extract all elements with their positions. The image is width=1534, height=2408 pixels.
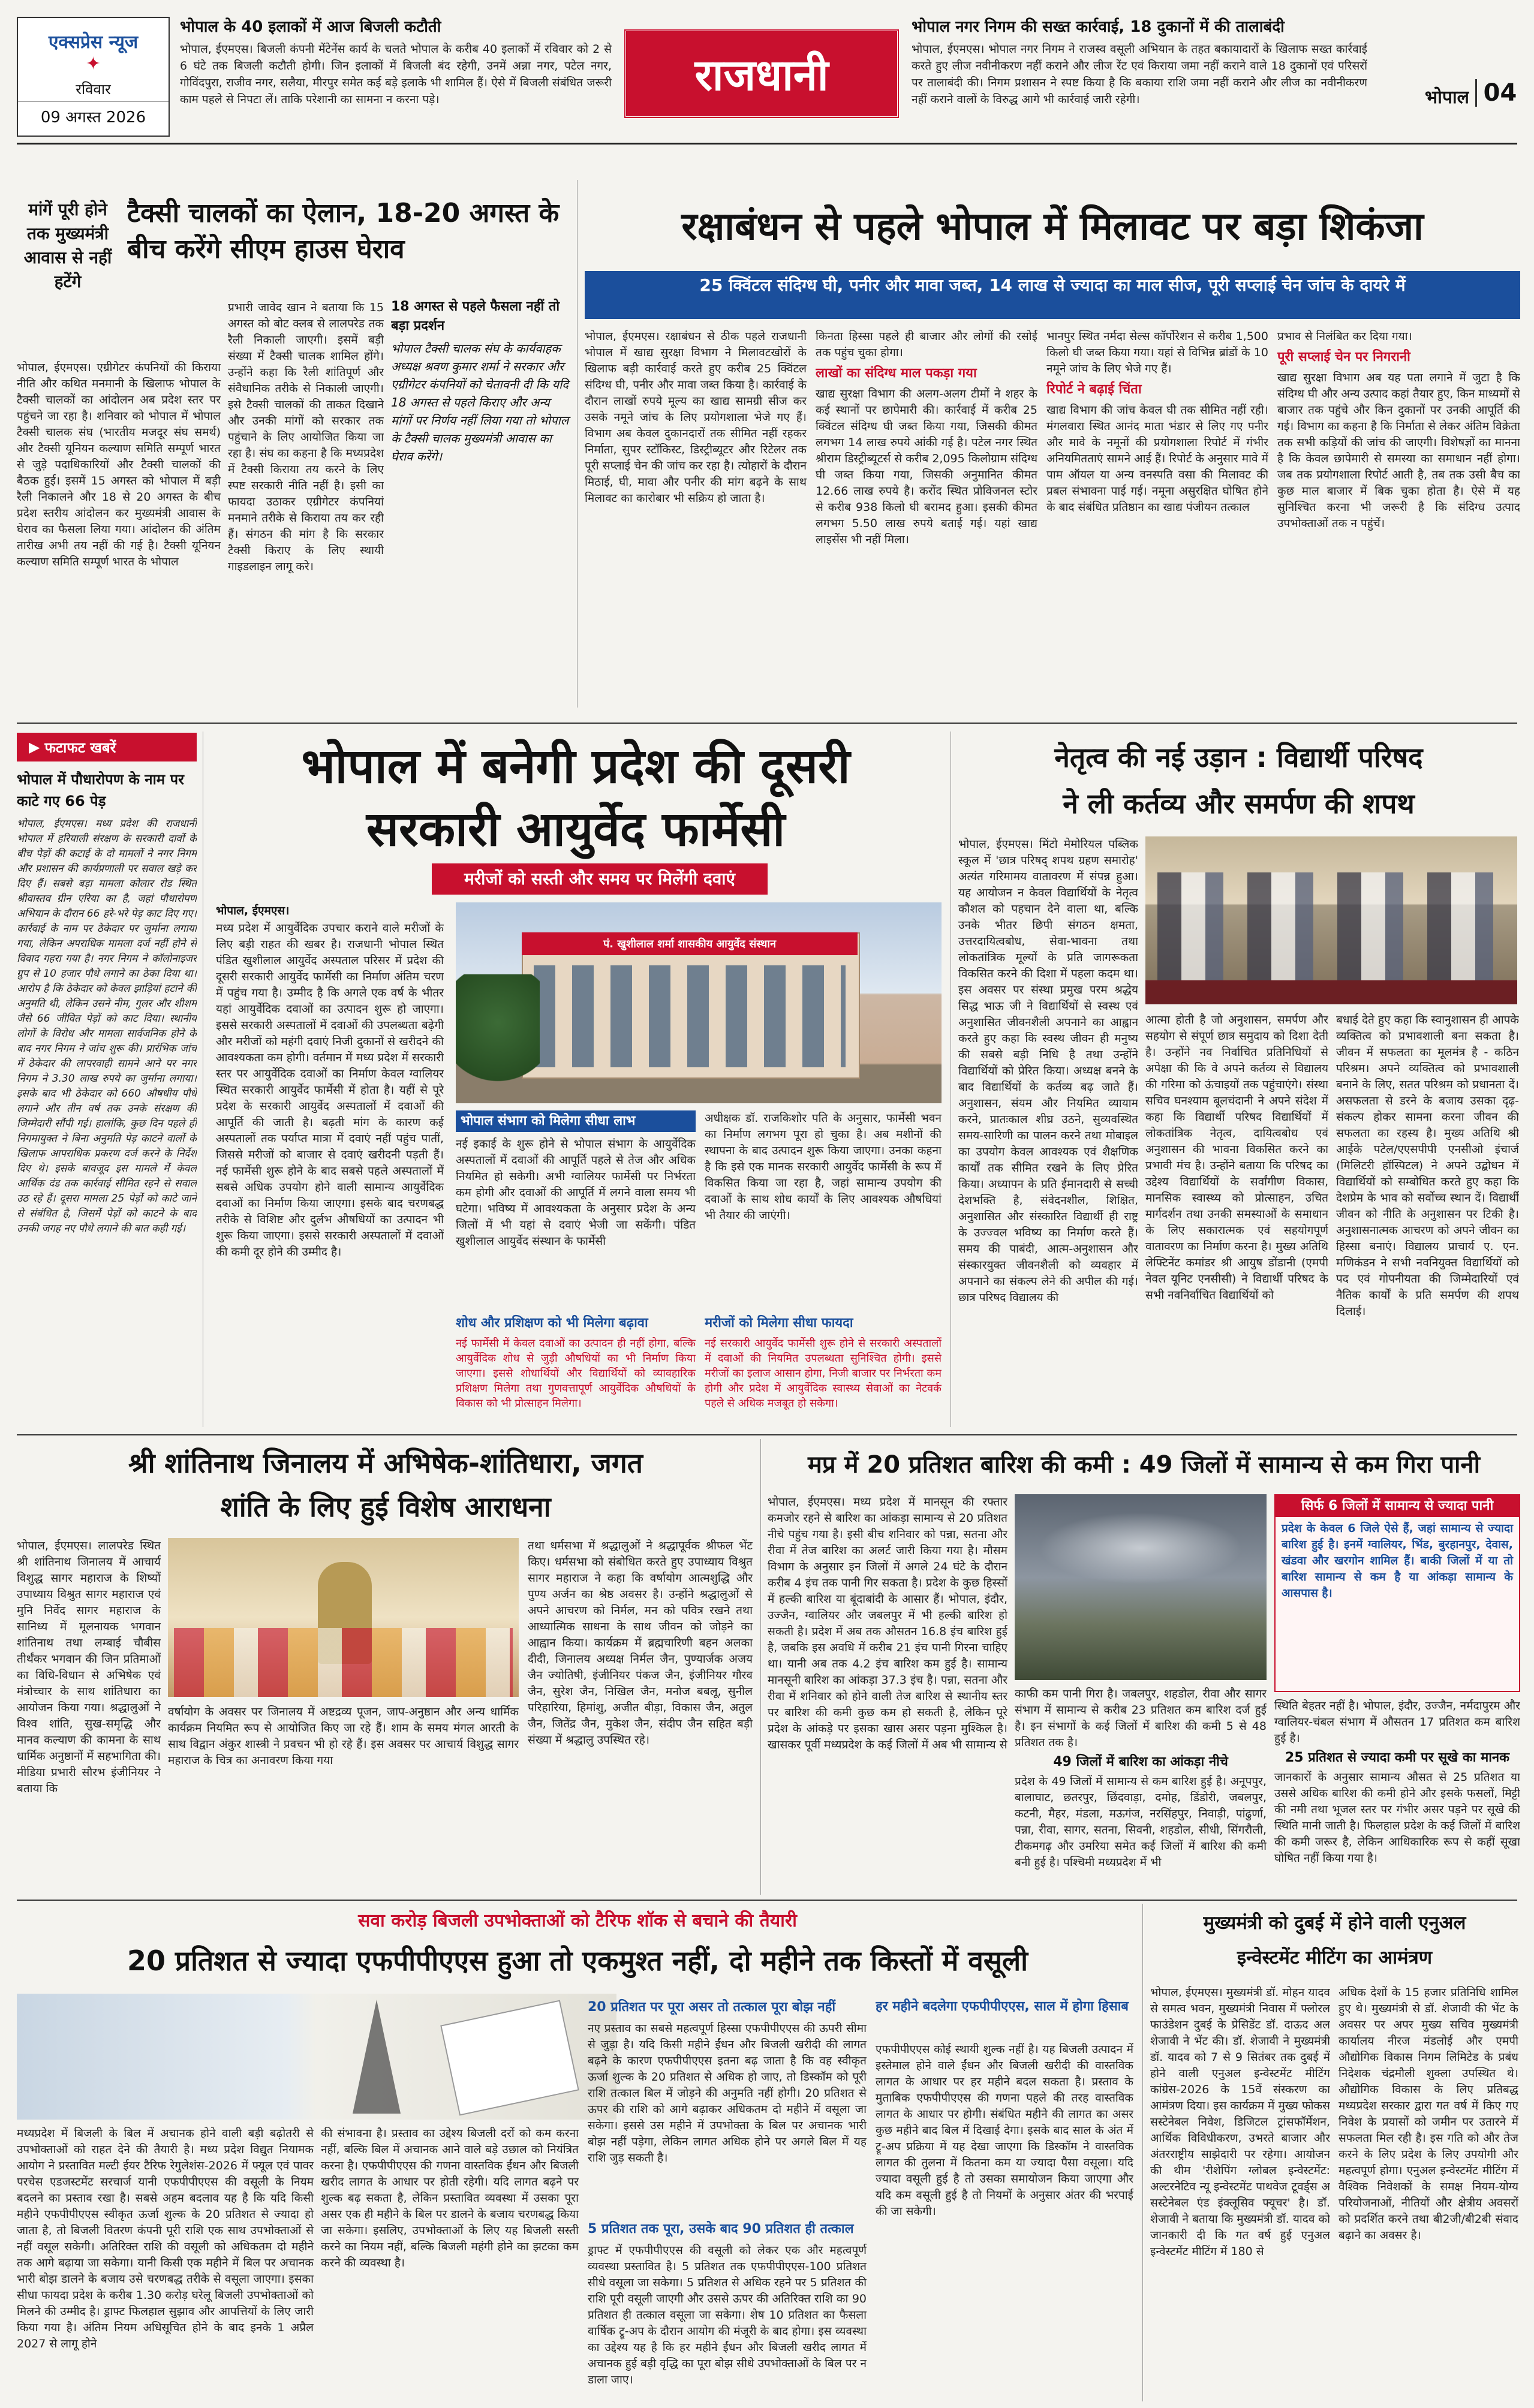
brief-news-headline: भोपाल में पौधारोपण के नाम पर काटे गए 66 पेड़	[17, 771, 184, 809]
cm-headline-line2: इन्वेस्टमेंट मीटिंग का आमंत्रण	[1237, 1947, 1433, 1968]
people-silhouettes	[1157, 872, 1505, 992]
ayurveda-col1: मध्य प्रदेश में आयुर्वेदिक उपचार कराने वाले मरीजों के लिए बड़ी राहत की खबर है। राजधानी भोपाल स्थित पंडित खुशीलाल आयुर्वेद अस्पताल परिसर में प्रदेश की दूसरी सरकारी आयुर्वेद फार्मेसी का निर्माण अंतिम चरण में पहुंच गया है। उम्मीद है कि अगले एक वर्ष के भीतर यहां आयुर्वेदिक दवाओं का उत्पादन शुरू हो जाएगा। इससे सरकारी अस्पतालों में दवाओं की उपलब्धता बढ़ेगी और मरीजों को महंगी दवाएं निजी दुकानों से खरीदने की आवश्यकता कम होगी। वर्तमान में मध्य प्रदेश में सरकारी स्तर पर आयुर्वेदिक दवाओं का निर्माण केवल ग्वालियर स्थित सरकारी आयुर्वेद फार्मेसी में होता है। यहीं से पूरे प्रदेश के सरकारी आयुर्वेद अस्पतालों में दवाओं की आपूर्ति की जाती है। बढ़ती मांग के कारण कई अस्पतालों तक पर्याप्त मात्रा में दवाएं नहीं पहुंच पातीं, जिससे मरीजों को बाजार से दवाएं खरीदनी पड़ती हैं। नई फार्मेसी शुरू होने के बाद सबसे पहले अस्पतालों में सबसे अधिक उपयोग होने वाली सामान्य आयुर्वेदिक दवाओं का निर्माण किया जाएगा। इसके बाद चरणबद्ध तरीके से विशिष्ट और दुर्लभ औषधियों का उत्पादन भी शुरू किया जाएगा। इससे सरकारी अस्पतालों में दवाओं की कमी दूर होने की उम्मीद है।	[216, 922, 444, 1259]
adulteration-col4-body: खाद्य सुरक्षा विभाग अब यह पता लगाने में जुटा है कि संदिग्ध घी और अन्य उत्पाद कहां तैयार हुए, किन माध्यमों से बाजार तक पहुंचे और किन दुकानों पर उनकी आपूर्ति की गई। विभाग का कहना है कि निर्माता से लेकर अंतिम विक्रेता तक सभी कड़ियों की जांच की जाएगी। विशेषज्ञों का मानना है कि केवल छापेमारी से समस्या का समाधान नहीं होगा। जब तक प्रयोगशाला रिपोर्ट आती है, तब तक उसी बैच का कुछ माल बाजार में बिक चुका होता है। ऐसे में यह सुनिश्चित करना भी जरूरी है कि संदिग्ध उत्पाद उपभोक्ताओं तक न पहुंचें।	[1277, 371, 1520, 530]
rain-col3-lead: स्थिति बेहतर नहीं है। भोपाल, इंदौर, उज्जैन, नर्मदापुरम और ग्वालियर-चंबल संभाग में औसतन 17 प्रतिशत कम बारिश हुई है।	[1274, 1699, 1520, 1745]
col-divider	[1142, 1904, 1143, 2401]
ayurveda-dateline: भोपाल, ईएमएस।	[216, 904, 290, 917]
adulteration-col3-sub: रिपोर्ट ने बढ़ाई चिंता	[1046, 382, 1142, 397]
adulteration-col1: भोपाल, ईएमएस। रक्षाबंधन से ठीक पहले राजधानी भोपाल में खाद्य सुरक्षा विभाग ने मिलावटखोरों के खिलाफ बड़ी कार्रवाई करते हुए करीब 25 क्विंटल संदिग्ध घी, पनीर और मावा जब्त किया है। कार्रवाई के दौरान लाखों रुपये मूल्य का खाद्य सामग्री सीज कर उसके नमूने जांच के लिए प्रयोगशाला भेजे गए हैं। विभाग अब केवल दुकानदारों तक सीमित नहीं रहकर निर्माता, सुपर स्टॉकिस्ट, डिस्ट्रीब्यूटर और रिटेलर तक पूरी सप्लाई चेन की जांच कर रहा है। त्योहारों के दौरान मिठाई, घी, मावा और पनीर की मांग बढ़ने के साथ मिलावट का कारोबार भी सक्रिय हो जाता है।	[585, 330, 807, 505]
brief-news-body: भोपाल, ईएमएस। मध्य प्रदेश की राजधानी भोपाल में हरियाली संरक्षण के सरकारी दावों के बीच पेड़ों की कटाई के दो मामलों ने नगर निगम और प्रशासन की कार्यप्रणाली पर सवाल खड़े कर दिए हैं। सबसे बड़ा मामला कोलार रोड स्थित श्रीवास्तव ग्रीन एरिया का है, जहां पौधारोपण अभियान के दौरान 66 हरे-भरे पेड़ काट दिए गए। कार्रवाई के नाम पर ठेकेदार पर जुर्माना लगाया गया, लेकिन अपराधिक मामला दर्ज नहीं होने से विवाद गहरा गया है। नगर निगम ने कॉलोनाइजर ग्रुप से 10 हजार पौधे लगाने का ठेका दिया था। आरोप है कि ठेकेदार को केवल झाड़ियां हटाने की अनुमति थी, लेकिन उसने नीम, गुलर और शीशम जैसे 66 जीवित पेड़ों को काट दिया। स्थानीय लोगों के विरोध और मामला सार्वजनिक होने के बाद नगर निगम ने जांच शुरू की। प्रारंभिक जांच में ठेकेदार की लापरवाही सामने आने पर नगर निगम ने 3.30 लाख रुपये का जुर्माना लगाया। इसके बाद भी ठेकेदार को 660 औषधीय पौधे लगाने और तीन वर्ष तक उनके संरक्षण की जिम्मेदारी सौंपी गई। हालांकि, कुछ दिन पहले ही निगमायुक्त ने बिना अनुमति पेड़ काटने वालों के खिलाफ आपराधिक प्रकरण दर्ज करने के निर्देश दिए थे। इसके बावजूद इस मामले में केवल आर्थिक दंड तक कार्रवाई सीमित रहने से सवाल उठ रहे हैं। दूसरा मामला 25 पेड़ों को काटे जाने से संबंधित है, जिसमें पेड़ों को काटने के बाद उनकी जगह नए पौधे लगाने की बात कही गई।	[17, 818, 197, 1235]
adulteration-col2-lead: किनता हिस्सा पहले ही बाजार और लोगों की रसोई तक पहुंच चुका होगा।	[816, 330, 1037, 359]
abvp-col1: भोपाल, ईएमएस। मिंटो मेमोरियल पब्लिक स्कूल में 'छात्र परिषद् शपथ ग्रहण समारोह' अत्यंत गरिमामय वातावरण में संपन्न हुआ। यह आयोजन न केवल विद्यार्थियों के नेतृत्व कौशल को पहचान देने वाला था, बल्कि उनके भीतर छिपी संगठन क्षमता, उत्तरदायित्वबोध, सेवा-भावना तथा लोकतांत्रिक मूल्यों के प्रति जागरूकता विकसित करने की दिशा में पहला कदम था। इस अवसर पर संस्था प्रमुख परम श्रद्धेय सिद्ध भाऊ जी ने विद्यार्थियों से स्वस्थ एवं अनुशासित जीवनशैली अपनाने का आह्वान करते हुए कहा कि स्वस्थ जीवन ही मनुष्य की सबसे बड़ी निधि है तथा उन्होंने विद्यार्थियों को प्रेरित किया। अध्यक्ष बनने के बाद विद्यार्थियों के कर्तव्य बढ़ जाते हैं। अनुशासन, संयम और नियमित व्यायाम करने, प्रातःकाल शीघ्र उठने, सुव्यवस्थित समय-सारिणी का पालन करने तथा मोबाइल का उपयोग केवल आवश्यक एवं शैक्षणिक कार्यों तक सीमित रखने के लिए प्रेरित किया। अध्यापन के प्रति ईमानदारी से सच्ची देशभक्ति है, संवेदनशील, शिक्षित, अनुशासित और संस्कारित विद्यार्थी ही राष्ट्र के उज्ज्वल भविष्य का निर्माण करते हैं। समय की पाबंदी, आत्म-अनुशासन और संस्कारयुक्त जीवनशैली को व्यवहार में अपनाने का संकल्प लेने की अपील की गई। छात्र परिषद विद्यालय की	[958, 838, 1138, 1304]
brand-name: एक्सप्रेस न्यूज	[48, 32, 139, 53]
jain-ritual-photo	[168, 1538, 519, 1697]
top-left-body: भोपाल, ईएमएस। बिजली कंपनी मेंटेनेंस कार्य के चलते भोपाल के करीब 40 इलाकों में रविवार को 2 से 6 घंटे तक बिजली कटौती होगी। जिन इलाकों में बिजली बंद रहेगी, उनमें अन्ना नगर, पटेल नगर, गोविंदपुरा, राजीव नगर, सलैया, मीरपुर समेत कई बड़े इलाके भी शामिल हैं। ऐसे में बिजली संबंधित जरूरी काम पहले से निपटा लें। ताकि परेशानी का सामना न करना पड़े।	[180, 43, 612, 106]
meter-bill-icon	[440, 2000, 579, 2115]
adulteration-col3-lead: भानपुर स्थित नर्मदा सेल्स कॉर्पोरेशन से करीब 1,500 किलो घी जब्त किया गया। यहां से विभिन्न ब्रांडों के 10 नमूने जांच के लिए भेजे गए हैं।	[1046, 330, 1268, 375]
rain-box-title: सिर्फ 6 जिलों में सामान्य से ज्यादा पानी	[1276, 1495, 1519, 1517]
bullet-icon: ▶	[29, 739, 40, 755]
tariff-headline: 20 प्रतिशत से ज्यादा एफपीपीएएस हुआ तो एकमुश्त नहीं, दो महीने तक किस्तों में वसूली	[127, 1945, 1028, 1977]
adulteration-col3	[1046, 329, 1268, 712]
tariff-tower-photo	[17, 1994, 616, 2120]
tariff-sub1-body: नए प्रस्ताव का सबसे महत्वपूर्ण हिस्सा एफपीपीएएस की ऊपरी सीमा से जुड़ा है। यदि किसी महीने ईंधन और बिजली खरीदी की लागत बढ़ने के कारण एफपीपीएएस इतना बढ़ जाता है कि वह स्वीकृत ऊर्जा शुल्क के 20 प्रतिशत से अधिक हो जाए, तो डिस्कॉम को पूरी राशि तत्काल बिल में जोड़ने की अनुमति नहीं होगी। 20 प्रतिशत से ऊपर की राशि को आगे बढ़ाकर अधिकतम दो महीने में वसूला जा सकेगा। इससे उस महीने में उपभोक्ता के बिल पर अचानक भारी बोझ नहीं पड़ेगा, लेकिन लागत अधिक होने पर अगले बिल में यह राशि जुड़ सकती है।	[588, 2022, 867, 2165]
adulteration-col4-lead: प्रभाव से निलंबित कर दिया गया।	[1277, 330, 1412, 343]
abvp-headline-line1: नेतृत्व की नई उड़ान : विद्यार्थी परिषद	[1054, 741, 1423, 773]
top-right-body: भोपाल, ईएमएस। भोपाल नगर निगम ने राजस्व वसूली अभियान के तहत बकायादारों के खिलाफ सख्त कार्रवाई करते हुए लीज नवीनीकरण नहीं कराने और लीज रेंट एवं किराया जमा नहीं कराने वाले 18 दुकानों एवं परिसरों पर तालाबंदी की। निगम प्रशासन ने स्पष्ट किया है कि बकाया राशि जमा नहीं कराने और लीज का नवीनीकरण नहीं कराने वालों के विरुद्ध आगे भी कार्रवाई जारी रहेगी।	[912, 43, 1367, 106]
rain-col1: भोपाल, ईएमएस। मध्य प्रदेश में मानसून की रफ्तार कमजोर रहने से बारिश का आंकड़ा सामान्य से 20 प्रतिशत नीचे पहुंच गया है। इसी बीच शनिवार को पन्ना, सतना और रीवा में तेज बारिश का अलर्ट जारी किया गया है। मौसम विभाग के अनुसार इन जिलों में अगले 24 घंटे के दौरान करीब 4 इंच तक पानी गिर सकता है। प्रदेश के कुछ हिस्सों में हल्की बारिश या बूंदाबांदी के आसार हैं। भोपाल, इंदौर, उज्जैन, ग्वालियर और जबलपुर में भी हल्की बारिश हो सकती है। प्रदेश में अब तक औसतन 16.8 इंच बारिश हुई है, जबकि इस अवधि में करीब 21 इंच पानी गिरना चाहिए था। यानी अब तक 4.2 इंच बारिश कम हुई है। सामान्य मानसूनी बारिश का आंकड़ा 37.3 इंच है। पन्ना, सतना और रीवा में शनिवार को होने वाली तेज बारिश से स्थानीय स्तर पर बारिश की कमी कुछ कम हो सकती है, लेकिन पूरे प्रदेश के आंकड़े पर इसका खास असर पड़ना मुश्किल है। खासकर पूर्वी मध्यप्रदेश के कई जिलों में अब भी सामान्य से	[768, 1495, 1007, 1751]
section-divider	[17, 1900, 1517, 1901]
taxi-side-headline: मांगें पूरी होने तक मुख्यमंत्री आवास से नहीं हटेंगे	[23, 200, 112, 291]
tariff-col2: की संभावना है। प्रस्ताव का उद्देश्य बिजली दरों को कम करना नहीं, बल्कि बिल में अचानक आने वाले बड़े उछाल को नियंत्रित करना है। एफपीपीएएस की गणना वास्तविक ईंधन और बिजली खरीद लागत के आधार पर होती रहेगी। यदि लागत बढ़ने पर शुल्क बढ़ सकता है, लेकिन प्रस्तावित व्यवस्था में उसका पूरा असर एक ही महीने के बिल पर डालने के बजाय चरणबद्ध किया जा सकेगा। इसलिए, उपभोक्ताओं के लिए यह बिजली सस्ती करने का नियम नहीं, बल्कि बिजली महंगी होने का झटका कम करने की व्यवस्था है।	[321, 2127, 579, 2269]
tariff-sub3: हर महीने बदलेगा एफपीपीएएस, साल में होगा हिसाब	[876, 1999, 1129, 2014]
abvp-ceremony-photo	[1145, 836, 1517, 1004]
brand-logo-icon: ✦	[85, 53, 101, 74]
taxi-sidebar-body: भोपाल टैक्सी चालक संघ के कार्यवाहक अध्यक्ष श्रवण कुमार शर्मा ने सरकार और एग्रीगेटर कंपनियों को चेतावनी दी कि यदि 18 अगस्त से पहले किराए और अन्य मांगों पर निर्णय नहीं लिया गया तो भोपाल के टैक्सी चालक मुख्यमंत्री आवास का घेराव करेंगे।	[391, 341, 569, 463]
abvp-col3: बधाई देते हुए कहा कि स्वानुशासन ही आपके व्यक्तित्व को प्रभावशाली बना सकता है। जीवन में सफलता का मूलमंत्र है - कठिन परिश्रम। अपने व्यक्तित्व को प्रभावशाली बनाने के लिए, सतत परिश्रम को प्रधानता दें। असफलता से डरने के बजाय उसका दृढ़-संकल्प होकर सामना करना जीवन की सफलता का रहस्य है। मुख्य अतिथि श्री आईके पटेल/एएसपीपी एनसीओ इंचार्ज (मिलिटरी हॉस्पिटल) ने अपने उद्बोधन में विद्यार्थियों को सम्बोधित करते हुए कहा कि देशप्रेम के भाव को सर्वोच्च स्थान दें। विद्यार्थी जीवन को नीति के अनुशासन पर टिकी है। अनुशासनात्मक आचरण को अपने जीवन का हिस्सा बनाएं। विद्यालय प्राचार्य ए. एन. मणिकंडन ने सभी नवनियुक्त विद्यार्थियों को पद एवं गोपनीयता की जिम्मेदारियों एवं नैतिक कार्यों के प्रति समर्पण की शपथ दिलाई।	[1336, 1013, 1519, 1318]
tariff-sub3-body: एफपीपीएएस कोई स्थायी शुल्क नहीं है। यह बिजली उत्पादन में इस्तेमाल होने वाले ईंधन और बिजली खरीदी की वास्तविक लागत के आधार पर हर महीने बदल सकता है। प्रस्ताव के मुताबिक एफपीपीएएस की गणना पहले की तरह वास्तविक लागत के आधार पर होगी। संबंधित महीने की लागत का असर कुछ महीने बाद बिल में दिखाई देगा। इसके बाद साल के अंत में ट्रू-अप प्रक्रिया में यह देखा जाएगा कि डिस्कॉम ने वास्तविक लागत की तुलना में कितना कम या ज्यादा पैसा वसूला। यदि ज्यादा वसूली हुई है तो उसका समायोजन किया जाएगा और यदि कम वसूली हुई है तो नियमों के अनुसार अंतर की भरपाई की जा सकेगी।	[876, 2043, 1133, 2218]
rain-box-body: प्रदेश के केवल 6 जिले ऐसे हैं, जहां सामान्य से ज्यादा बारिश हुई है। इनमें ग्वालियर, भिंड, बुरहानपुर, देवास, खंडवा और खरगोन शामिल हैं। बाकी जिलों में या तो बारिश सामान्य से कम है या आंकड़ा सामान्य के आसपास है।	[1282, 1522, 1513, 1600]
masthead-divider	[17, 143, 1517, 145]
ayurveda-sub1: भोपाल संभाग को मिलेगा सीधा लाभ	[456, 1110, 696, 1132]
jain-col1: भोपाल, ईएमएस। लालपरेड स्थित श्री शांतिनाथ जिनालय में आचार्य विशुद्ध सागर महाराज के शिष्यों उपाध्याय विश्रुत सागर महाराज एवं मुनि निर्वेद सागर महाराज के सानिध्य में मूलनायक भगवान शांतिनाथ तथा लम्बाई चौबीस तीर्थंकर भगवान की जिन प्रतिमाओं का विधि-विधान से अभिषेक एवं मंत्रोच्चार के साथ शांतिधारा का आयोजन किया गया। श्रद्धालुओं ने विश्व शांति, सुख-समृद्धि और मानव कल्याण की कामना के साथ धार्मिक अनुष्ठानों में सहभागिता की। मीडिया प्रभारी सौरभ इंजीनियर ने बताया कि	[17, 1539, 161, 1795]
cm-col2: अधिक देशों के 15 हजार प्रतिनिधि शामिल हुए थे। मुख्यमंत्री से डॉ. शेजावी की भेंट के अवसर पर अपर मुख्य सचिव मुख्यमंत्री कार्यालय नीरज मंडलोई और एमपी औद्योगिक विकास निगम लिमिटेड के प्रबंध निदेशक चंद्रमौली शुक्ला उपस्थित थे। औद्योगिक विकास के लिए प्रतिबद्ध मध्यप्रदेश सरकार द्वारा गत वर्ष में किए गए निवेश के प्रयासों को जमीन पर उतारने में सफलता मिल रही है। इस गति को और तेज करने के लिए प्रदेश के लिए उपयोगी और महत्वपूर्ण होगा। एनुअल इन्वेस्टमेंट मीटिंग में वैश्विक निवेशकों के समक्ष नियम-योग्य परियोजनाओं, नीतियों और क्षेत्रीय अवसरों को प्रदर्शित करने तथा बी2जी/बी2बी संवाद बढ़ाने का अवसर है।	[1339, 1986, 1518, 2242]
jain-col2: वर्षायोग के अवसर पर जिनालय में अष्टद्रव्य पूजन, जाप-अनुष्ठान और अन्य धार्मिक कार्यक्रम नियमित रूप से आयोजित किए जा रहे हैं। शाम के समय मंगल आरती के साथ विद्वान अंकुर शास्त्री ने प्रवचन भी हो रहे हैं। इस अवसर पर आचार्य विशुद्ध सागर महाराज के चित्र का अनावरण किया गया	[168, 1705, 519, 1767]
brief-news-label	[17, 733, 197, 761]
ayurveda-headline-line2: सरकारी आयुर्वेद फार्मेसी	[366, 801, 786, 857]
brief-news-label-text: फटाफट खबरें	[44, 739, 116, 756]
jain-headline-line1: श्री शांतिनाथ जिनालय में अभिषेक-शांतिधारा, जगत	[128, 1447, 643, 1479]
abvp-headline-line2: ने ली कर्तव्य और समर्पण की शपथ	[1063, 787, 1415, 820]
jain-headline-line2: शांति के लिए हुई विशेष आराधना	[220, 1491, 551, 1523]
section-title: राजधानी	[694, 50, 829, 100]
jain-col3: तथा धर्मसभा में श्रद्धालुओं ने श्रद्धापूर्वक श्रीफल भेंट किए। धर्मसभा को संबोधित करते हुए उपाध्याय विश्रुत सागर महाराज ने कहा कि वर्षायोग आत्मशुद्धि और पुण्य अर्जन का श्रेष्ठ अवसर है। उन्होंने श्रद्धालुओं से अपने आचरण को निर्मल, मन को पवित्र रखने तथा आध्यात्मिक साधना के साथ जीवन को जोड़ने का आह्वान किया। कार्यक्रम में ब्रह्मचारिणी बहन अलका दीदी, जिनालय अध्यक्ष निर्मल जैन, पुण्यार्जक अजय जैन ज्योतिषी, इंजीनियर पंकज जैन, इंजीनियर गौरव जैन, सुरेश जैन, निखिल जैन, मनोज बबलू, सुनील परिहारिया, हिमांशु, अजीत बीड़ा, विकास जैन, अतुल जैन, जितेंद्र जैन, मुकेश जैन, संदीप जैन सहित बड़ी संख्या में श्रद्धालु उपस्थित रहे।	[528, 1539, 753, 1747]
cloud-shape	[1039, 1512, 1243, 1584]
ayurveda-col3: अधीक्षक डॉ. राजकिशोर पति के अनुसार, फार्मेसी भवन का निर्माण लगभग पूरा हो चुका है। अब मशीनों की स्थापना के बाद उत्पादन शुरू किया जाएगा। उनका कहना है कि इसे एक मानक सरकारी आयुर्वेद फार्मेसी के रूप में विकसित किया जा रहा है, जहां सामान्य उपयोग की दवाओं के साथ शोध कार्यों के लिए आवश्यक औषधियां भी तैयार की जाएंगी।	[705, 1112, 942, 1222]
taxi-sidebar-title: 18 अगस्त से पहले फैसला नहीं तो बड़ा प्रदर्शन	[391, 299, 560, 333]
building-windows	[534, 965, 846, 1067]
abvp-col2: आत्मा होती है जो अनुशासन, समर्पण और सहयोग से संपूर्ण छात्र समुदाय को दिशा देती है। उन्होंने नव निर्वाचित प्रतिनिधियों से अपेक्षा की कि वे अपने कर्तव्य से विद्यालय की गरिमा को ऊंचाइयों तक पहुंचाएंगे। संस्था सचिव घनश्याम बूलचंदानी ने अपने संदेश में कहा कि विद्यार्थी परिषद विद्यार्थियों में लोकतांत्रिक नेतृत्व, दायित्वबोध एवं अनुशासन की भावना विकसित करने का प्रभावी मंच है। उन्होंने बताया कि परिषद का उद्देश्य विद्यार्थियों के सर्वांगीण विकास, मानसिक स्वास्थ्य को प्रोत्साहन, उचित मार्गदर्शन तथा उनकी समस्याओं के समाधान के लिए सकारात्मक एवं सहयोगपूर्ण वातावरण का निर्माण करना है। मुख्य अतिथि लेफ्टिनेंट कमांडर श्री आयुष डोंडानी (एमपी नेवल यूनिट एनसीसी) ने विद्यार्थी परिषद के सभी नवनिर्वाचित विद्यार्थियों को	[1145, 1013, 1328, 1302]
taxi-sidebar	[391, 297, 571, 717]
masthead-brand-box	[17, 17, 170, 137]
tariff-kicker: सवा करोड़ बिजली उपभोक्ताओं को टैरिफ शॉक से बचाने की तैयारी	[358, 1910, 797, 1931]
rain-col2-body: प्रदेश के 49 जिलों में सामान्य से कम बारिश हुई है। अनूपपुर, बालाघाट, छतरपुर, छिंदवाड़ा, दमोह, डिंडोरी, जबलपुर, कटनी, मैहर, मंडला, मऊगंज, नरसिंहपुर, निवाड़ी, पांढुर्णा, पन्ना, रीवा, सागर, सतना, सिवनी, शहडोल, सीधी, सिंगरौली, टीकमगढ़ और उमरिया समेत कई जिलों में बारिश की कमी बनी हुई है। पश्चिमी मध्यप्रदेश में भी	[1015, 1775, 1267, 1869]
adulteration-col2-sub: लाखों का संदिग्ध माल पकड़ा गया	[816, 366, 977, 381]
tariff-sub2: 5 प्रतिशत तक पूरा, उसके बाद 90 प्रतिशत ही तत्काल	[588, 2222, 854, 2237]
ayurveda-deck: मरीजों को सस्ती और समय पर मिलेंगी दवाएं	[432, 863, 768, 895]
rain-clouds-photo	[1015, 1494, 1267, 1680]
tariff-col1: मध्यप्रदेश में बिजली के बिल में अचानक होने वाली बड़ी बढ़ोतरी से उपभोक्ताओं को राहत देने की तैयारी है। मध्य प्रदेश विद्युत नियामक आयोग ने प्रस्तावित मल्टी ईयर टैरिफ रेगुलेशंस-2026 में फ्यूल एवं पावर परचेस एडजस्टमेंट सरचार्ज यानी एफपीपीएएस की वसूली के नियम बदलने का प्रस्ताव रखा है। सबसे अहम बदलाव यह है कि यदि किसी महीने एफपीपीएएस स्वीकृत ऊर्जा शुल्क के 20 प्रतिशत से ज्यादा हो जाता है, तो बिजली वितरण कंपनी पूरी राशि एक साथ उपभोक्ताओं से नहीं वसूल सकेगी। अतिरिक्त राशि की वसूली को अधिकतम दो महीने तक आगे बढ़ाया जा सकेगा। यानी किसी एक महीने में बिल पर अचानक भारी बोझ डालने के बजाय उसे चरणबद्ध तरीके से वसूला जाएगा। इसका सीधा फायदा प्रदेश के करीब 1.30 करोड़ घरेलू बिजली उपभोक्ताओं को मिलने की उम्मीद है। ड्राफ्ट फिलहाल सुझाव और आपत्तियों के लिए जारी किया गया है। अंतिम नियम अधिसूचित होने के बाद इनके 1 अप्रैल 2027 से लागू होने	[17, 2127, 314, 2350]
ayurveda-sub1-body: नई इकाई के शुरू होने से भोपाल संभाग के आयुर्वेदिक अस्पतालों में दवाओं की आपूर्ति पहले से तेज और अधिक नियमित हो सकेगी। अभी ग्वालियर फार्मेसी पर निर्भरता कम होगी और दवाओं की आपूर्ति में लगने वाला समय भी घटेगा। भविष्य में आवश्यकता के अनुसार प्रदेश के अन्य जिलों में भी यहां से दवाएं भेजी जा सकेंगी। पंडित खुशीलाल आयुर्वेद संस्थान के फार्मेसी	[456, 1137, 696, 1248]
adulteration-col4	[1277, 329, 1520, 712]
rain-box	[1274, 1494, 1520, 1692]
top-left-story	[180, 17, 612, 137]
cm-headline-line1: मुख्यमंत्री को दुबई में होने वाली एनुअल	[1203, 1912, 1466, 1934]
masthead-day: रविवार	[76, 81, 111, 98]
building-signboard: पं. खुशीलाल शर्मा शासकीय आयुर्वेद संस्थान	[603, 938, 777, 950]
ayurveda-building-photo	[456, 902, 942, 1103]
section-divider	[17, 723, 1517, 724]
rain-col3-body: जानकारों के अनुसार सामान्य औसत से 25 प्रतिशत या उससे अधिक बारिश की कमी होने और इसके फसलों, मिट्टी की नमी तथा भूजल स्तर पर गंभीर असर पड़ने पर सूखे की स्थिति मानी जाती है। फिलहाल प्रदेश के कई जिलों में बारिश की कमी जरूर है, लेकिन आधिकारिक रूप से कहीं सूखा घोषित नहीं किया गया है।	[1274, 1771, 1520, 1865]
devotees-shapes	[174, 1628, 513, 1697]
electric-tower-icon	[353, 2000, 401, 2114]
ayurveda-sub3: मरीजों को मिलेगा सीधा फायदा	[705, 1316, 853, 1331]
adulteration-col2-body: खाद्य सुरक्षा विभाग की अलग-अलग टीमों ने शहर के कई स्थानों पर छापेमारी की। कार्रवाई में करीब 25 क्विंटल संदिग्ध घी जब्त किया गया, जिसकी कीमत लगभग 14 लाख रुपये आंकी गई है। पटेल नगर स्थित श्रीराम डिस्ट्रीब्यूटर्स से करीब 2,095 किलोग्राम संदिग्ध घी जब्त किया गया, जिसकी अनुमानित कीमत 12.66 लाख रुपये है। करोंद स्थित प्रोविजनल स्टोर से करीब 938 किलो घी बरामद हुआ। इसकी कीमत लगभग 5.50 लाख रुपये बताई गई। यहां खाद्य लाइसेंस भी नहीं मिला।	[816, 387, 1037, 546]
top-right-story	[912, 17, 1367, 137]
ayurveda-sub3-body: नई सरकारी आयुर्वेद फार्मेसी शुरू होने से सरकारी अस्पतालों में दवाओं की नियमित उपलब्धता सुनिश्चित होगी। इससे मरीजों का इलाज आसान होगा, निजी बाजार पर निर्भरता कम होगी और प्रदेश में आयुर्वेदिक स्वास्थ्य सेवाओं का नेटवर्क पहले से अधिक मजबूत हो सकेगा।	[705, 1337, 942, 1410]
section-divider	[17, 1434, 1517, 1435]
adulteration-col2	[816, 329, 1037, 712]
adulteration-col3-body: खाद्य विभाग की जांच केवल घी तक सीमित नहीं रही। मंगलवारा स्थित आनंद माता भंडार से लिए गए पनीर और मावे के नमूनों की प्रयोगशाला रिपोर्ट में गंभीर अनियमितताएं सामने आई हैं। रिपोर्ट के अनुसार मावे में पाम ऑयल या अन्य वनस्पति वसा की मिलावट की प्रबल संभावना पाई गई। नमूना असुरक्षित घोषित होने के बाद संबंधित प्रतिष्ठान का खाद्य पंजीयन तत्काल	[1046, 404, 1268, 514]
top-left-headline: भोपाल के 40 इलाकों में आज बिजली कटौती	[180, 18, 441, 36]
tariff-sub1: 20 प्रतिशत पर पूरा असर तो तत्काल पूरा बोझ नहीं	[588, 2000, 836, 2015]
rain-col3-sub: 25 प्रतिशत से ज्यादा कमी पर सूखे का मानक	[1285, 1750, 1510, 1765]
rain-col2-sub: 49 जिलों में बारिश का आंकड़ा नीचे	[1053, 1754, 1228, 1769]
col-divider	[760, 1439, 761, 1895]
page-city-label: भोपाल	[1424, 87, 1469, 108]
top-right-headline: भोपाल नगर निगम की सख्त कार्रवाई, 18 दुकानों में की तालाबंदी	[912, 18, 1285, 36]
tariff-sub2-body: ड्राफ्ट में एफपीपीएएस की वसूली को लेकर एक और महत्वपूर्ण व्यवस्था प्रस्तावित है। 5 प्रतिशत तक एफपीपीएएस-100 प्रतिशत सीधे वसूला जा सकेगा। 5 प्रतिशत से अधिक रहने पर 5 प्रतिशत की राशि पूरी वसूली जाएगी और उससे ऊपर की अतिरिक्त राशि का 90 प्रतिशत ही तत्काल वसूला जा सकेगा। शेष 10 प्रतिशत का फैसला वार्षिक ट्रू-अप के दौरान आयोग की मंजूरी के बाद होगा। इस व्यवस्था का उद्देश्य यह है कि हर महीने ईंधन और बिजली खरीद लागत में अचानक हुई बड़ी वृद्धि का पूरा बोझ सीधे उपभोक्ताओं के बिल पर न डाला जाए।	[588, 2244, 867, 2386]
rain-col3	[1274, 1698, 1520, 1893]
ayurveda-sub2-body: नई फार्मेसी में केवल दवाओं का उत्पादन ही नहीं होगा, बल्कि आयुर्वेदिक शोध से जुड़ी औषधियों का भी निर्माण किया जाएगा। इससे शोधार्थियों और विद्यार्थियों को व्यावहारिक प्रशिक्षण मिलेगा तथा गुणवत्तापूर्ण आयुर्वेदिक औषधियों के विकास को भी प्रोत्साहन मिलेगा।	[456, 1337, 696, 1410]
adulteration-headline: रक्षाबंधन से पहले भोपाल में मिलावट पर बड़ा शिकंजा	[681, 204, 1424, 249]
cm-col1: भोपाल, ईएमएस। मुख्यमंत्री डॉ. मोहन यादव से समत्व भवन, मुख्यमंत्री निवास में फ्लोरल फाउंडेशन दुबई के प्रेसिडेंट डॉ. दाऊद अल शेजावी ने भेंट की। डॉ. शेजावी ने मुख्यमंत्री डॉ. यादव को 7 से 9 सितंबर तक दुबई में होने वाली एनुअल इन्वेस्टमेंट मीटिंग कांग्रेस-2026 के 15वें संस्करण का आमंत्रण दिया। इस कार्यक्रम में मुख्य फोकस सस्टेनेबल निवेश, डिजिटल ट्रांसफॉर्मेशन, आर्थिक विविधीकरण, उभरते बाजार और अंतरराष्ट्रीय साझेदारी पर रहेगा। आयोजन की थीम 'रीशेपिंग ग्लोबल इन्वेस्टमेंट: अल्टरनेटिव न्यू इन्वेस्टमेंट पाथवेज टूवर्ड्स अ सस्टेनेबल एंड इंक्लूसिव फ्यूचर' है। डॉ. शेजावी ने बताया कि मुख्यमंत्री डॉ. यादव को जानकारी दी कि गत वर्ष हुई एनुअल इन्वेस्टमेंट मीटिंग में 180 से	[1150, 1986, 1330, 2258]
taxi-col1: भोपाल, ईएमएस। एग्रीगेटर कंपनियों की किराया नीति और कथित मनमानी के खिलाफ भोपाल के टैक्सी चालकों का आंदोलन अब प्रदेश स्तर पर पहुंचने जा रहा है। शनिवार को भोपाल में भोपाल टैक्सी चालक संघ (भारतीय मजदूर संघ समर्थ) और टैक्सी यूनियन कल्याण समिति सम्पूर्ण भारत से जुड़े पदाधिकारियों और टैक्सी चालकों की बैठक हुई। इसमें 15 अगस्त को भोपाल में बड़ी रैली निकालने और 18 से 20 अगस्त के बीच प्रदेश स्तरीय आंदोलन कर मुख्यमंत्री आवास के घेराव का फैसला लिया गया। आंदोलन की अंतिम तारीख अभी तय नहीं की गई है। टैक्सी यूनियन कल्याण समिति सम्पूर्ण भारत के भोपाल	[17, 361, 221, 568]
stage-floor	[1145, 980, 1517, 1004]
adulteration-deck: 25 क्विंटल संदिग्ध घी, पनीर और मावा जब्त, 14 लाख से ज्यादा का माल सीज, पूरी सप्लाई चेन जांच के दायरे में	[699, 275, 1406, 295]
section-banner	[624, 29, 900, 119]
rain-col2	[1015, 1686, 1267, 1893]
rain-col2-lead: काफी कम पानी गिरा है। जबलपुर, शहडोल, रीवा और सागर संभाग में सामान्य से करीब 23 प्रतिशत कम बारिश दर्ज हुई है। इन संभागों के कई जिलों में बारिश की कमी 5 से 48 प्रतिशत तक है।	[1015, 1687, 1267, 1749]
taxi-col2: प्रभारी जावेद खान ने बताया कि 15 अगस्त को बोट क्लब से लालपरेड तक रैली निकाली जाएगी। इसमें बड़ी संख्या में टैक्सी चालक शामिल होंगे। उन्होंने कहा कि रैली शांतिपूर्ण और संवैधानिक तरीके से निकाली जाएगी। इसे टैक्सी चालकों की ताकत दिखाने और उनकी मांगों को सरकार तक पहुंचाने के लिए आयोजित किया जा रहा है। संघ का कहना है कि मध्यप्रदेश में टैक्सी किराया तय करने के लिए स्पष्ट सरकारी नीति नहीं है। इसी का फायदा उठाकर एग्रीगेटर कंपनियां मनमाने तरीके से किराया तय कर रही हैं। संगठन की मांग है कि सरकार टैक्सी किराए के लिए स्थायी गाइडलाइन लागू करे।	[228, 301, 384, 573]
ayurveda-sub2: शोध और प्रशिक्षण को भी मिलेगा बढ़ावा	[456, 1316, 648, 1331]
page-number: 04	[1475, 79, 1523, 107]
tree-shape	[456, 974, 540, 1094]
adulteration-col4-sub: पूरी सप्लाई चेन पर निगरानी	[1277, 350, 1410, 365]
taxi-headline: टैक्सी चालकों का ऐलान, 18-20 अगस्त के बीच करेंगे सीएम हाउस घेराव	[127, 198, 560, 264]
masthead-date: 09 अगस्त 2026	[18, 101, 169, 127]
rain-headline: मप्र में 20 प्रतिशत बारिश की कमी : 49 जिलों में सामान्य से कम गिरा पानी	[808, 1451, 1480, 1479]
ayurveda-headline-line1: भोपाल में बनेगी प्रदेश की दूसरी	[301, 738, 850, 794]
